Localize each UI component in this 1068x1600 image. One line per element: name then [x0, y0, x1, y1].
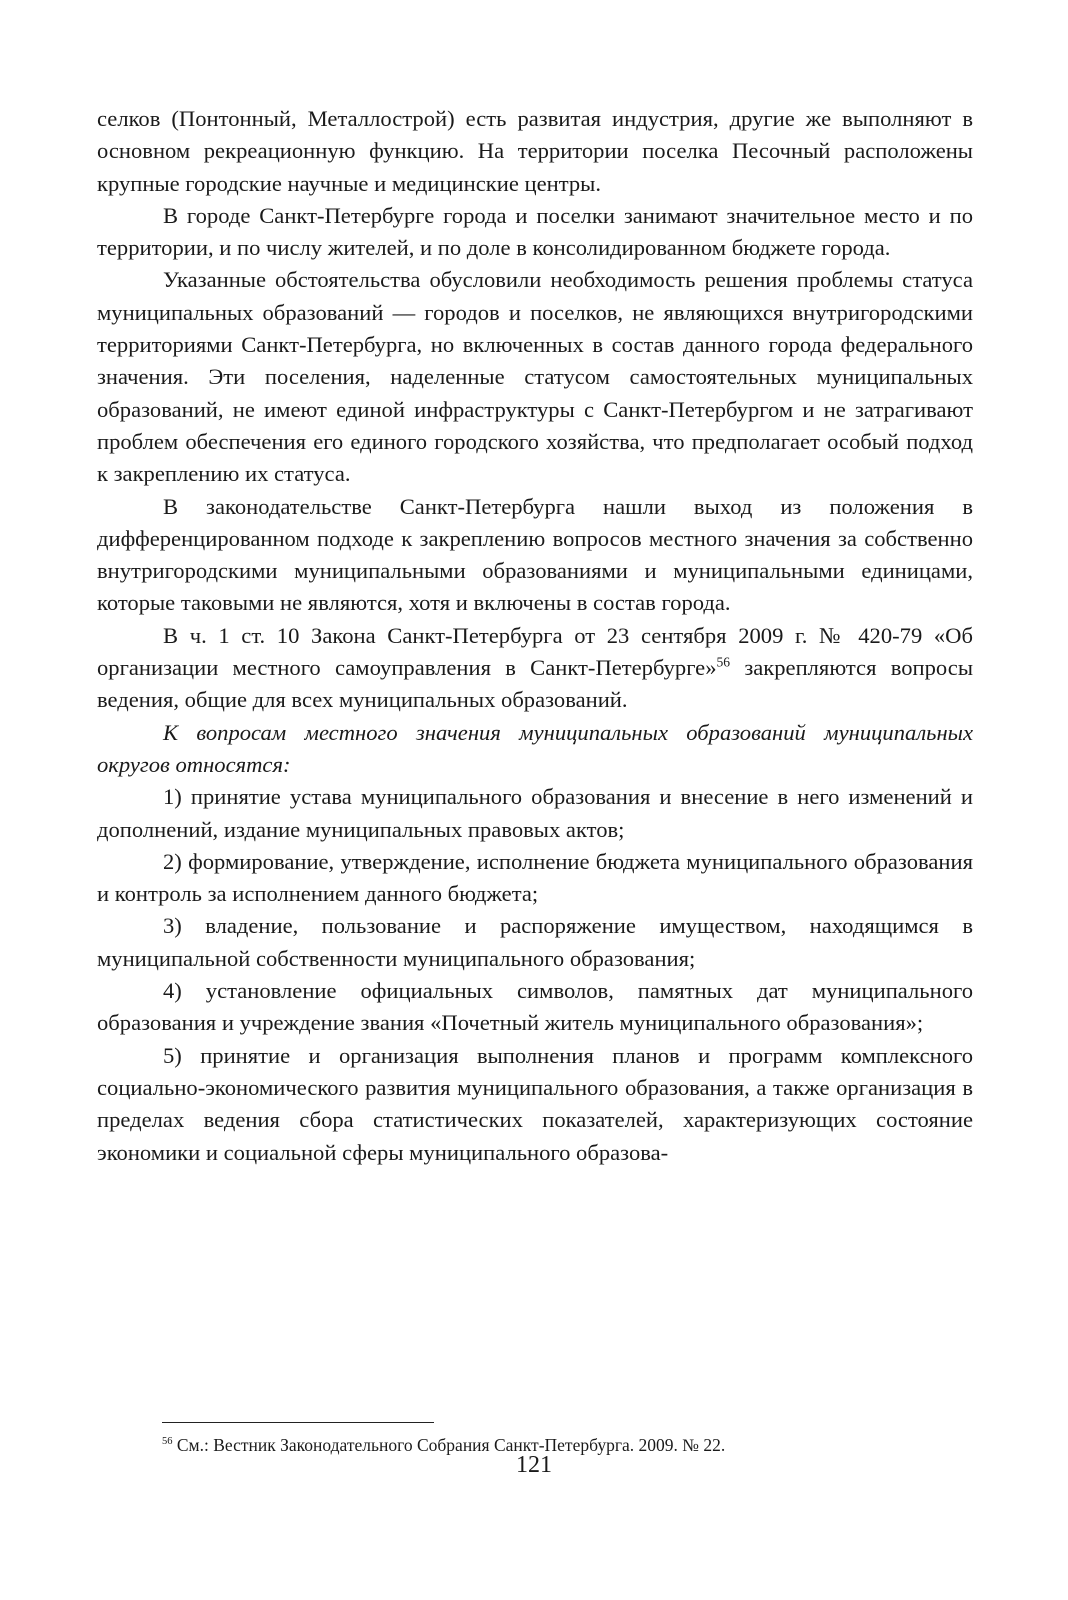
list-item: 5) принятие и организация выполнения планов и программ комплексного социально-экономического развития муниципального образования, а также организация в пределах ведения сбора статистических показателей, характеризующих состояние экономики и социальной сферы муниципального образова-: [97, 1042, 973, 1165]
law-paragraph-text: В ч. 1 ст. 10 Закона Санкт-Петербурга от 23 сентября 2009 г. № 420-79 «Об организации местного самоуправления в Санкт-Петербурге»: [97, 622, 973, 681]
footnote-number: 56: [162, 1436, 173, 1448]
page-number: 121: [516, 1452, 552, 1478]
footnote-divider: [162, 1422, 434, 1423]
list-item: 3) владение, пользование и распоряжение имуществом, находящимся в муниципальной собственности муниципального образования;: [97, 913, 973, 971]
paragraph: В законодательстве Санкт-Петербурга нашли выход из положения в дифференцированном подходе к закреплению вопросов местного значения за собственно внутригородскими муниципальными образованиями и муниципальными единицами, которые таковыми не являются, хотя и включены в состав города.: [97, 493, 973, 616]
law-paragraph: [97, 620, 973, 717]
paragraph: Указанные обстоятельства обусловили необходимость решения проблемы статуса муниципальных образований — городов и поселков, не являющихся внутригородскими территориями Санкт-Петербурга, но включенных в состав данного города федерального значения. Эти поселения, наделенные статусом самостоятельных муниципальных образований, не имеют единой инфраструктуры с Санкт-Петербургом и не затрагивают проблем обеспечения его единого городского хозяйства, что предполагает особый подход к закреплению их статуса.: [97, 267, 973, 487]
paragraph-continued: селков (Понтонный, Металлострой) есть развитая индустрия, другие же выполняют в основном рекреационную функцию. На территории поселка Песочный расположены крупные городские научные и медицинские центры.: [97, 106, 973, 196]
page-body: [97, 103, 973, 1169]
footnote-text: См.: Вестник Законодательного Собрания Санкт-Петербурга. 2009. № 22.: [172, 1435, 726, 1455]
paragraph: В городе Санкт-Петербурге города и поселки занимают значительное место и по территории, и по числу жителей, и по доле в консолидированном бюджете города.: [97, 202, 973, 261]
list-item: 4) установление официальных символов, памятных дат муниципального образования и учреждение звания «Почетный житель муниципального образования»;: [97, 978, 973, 1036]
footnote-reference[interactable]: 56: [716, 654, 731, 670]
list-item: 2) формирование, утверждение, исполнение бюджета муниципального образования и контроль за исполнением данного бюджета;: [97, 848, 973, 907]
law-paragraph-tail: закрепляются вопросы ведения, общие для всех муниципальных образований.: [97, 655, 973, 713]
italic-heading: К вопросам местного значения муниципальных образований муниципальных округов относятся:: [97, 719, 973, 777]
list-item: 1) принятие устава муниципального образования и внесение в него изменений и дополнений, издание муниципальных правовых актов;: [97, 784, 973, 842]
main-text: [97, 103, 973, 1169]
